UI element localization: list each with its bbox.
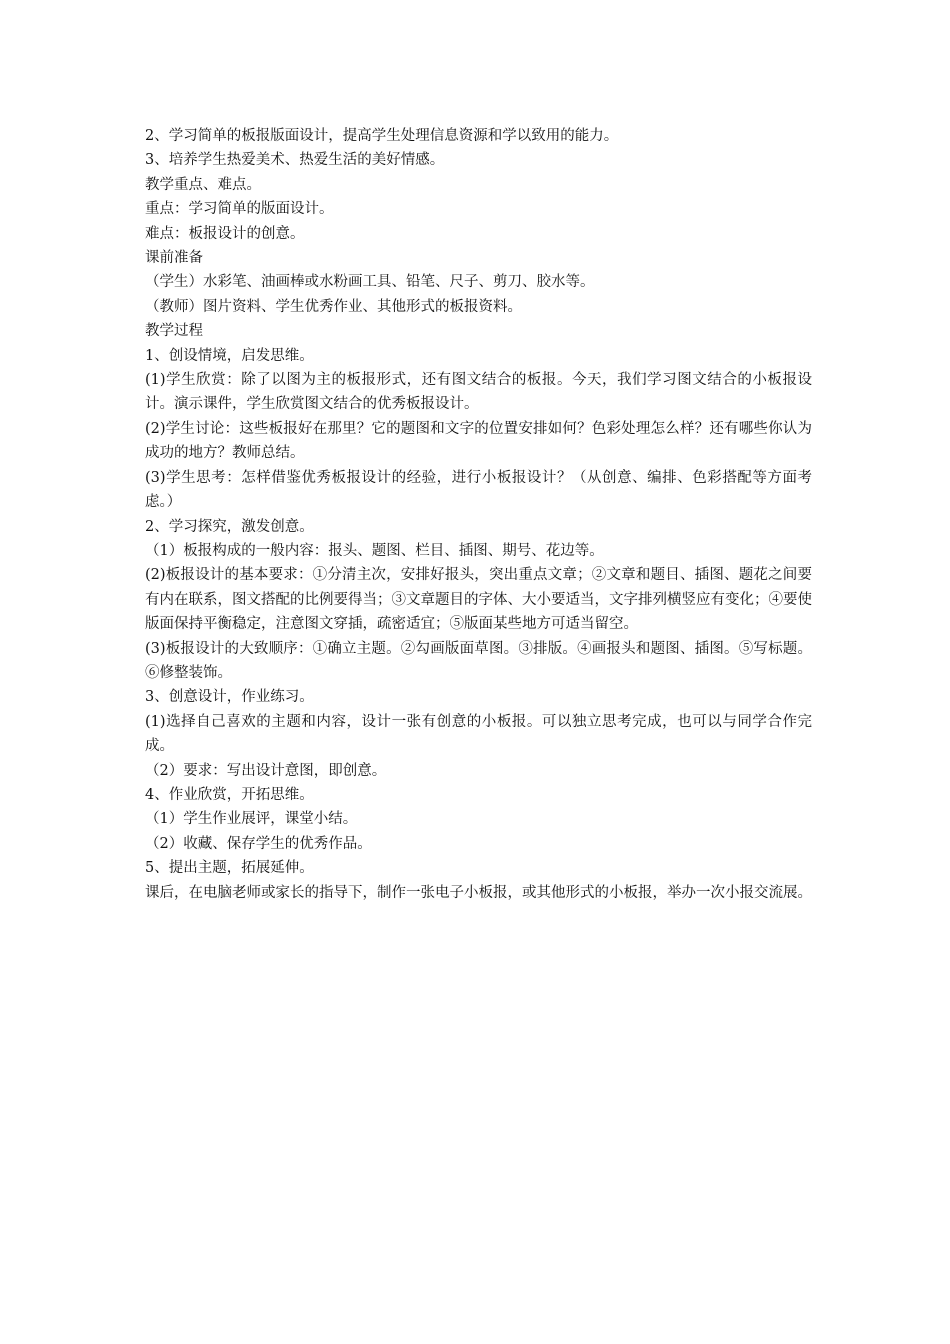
after-class-activity: 课后，在电脑老师或家长的指导下，制作一张电子小板报，或其他形式的小板报，举办一次小报交流展。 — [145, 884, 812, 901]
step-2-item-2: (2)板报设计的基本要求：①分清主次，安排好报头，突出重点文章；②文章和题目、插图、题花之间要有内在联系，图文搭配的比例要得当；③文章题目的字体、大小要适当，文字排列横竖应有变化；④要使版面保持平衡稳定，注意图文穿插，疏密适宜；⑤版面某些地方可适当留空。 — [145, 567, 812, 633]
document-body — [145, 124, 812, 905]
step-5-title: 5、提出主题，拓展延伸。 — [145, 860, 314, 877]
step-3-item-2: （2）要求：写出设计意图，即创意。 — [145, 762, 387, 779]
step-1-item-3: (3)学生思考：怎样借鉴优秀板报设计的经验，进行小板报设计？（从创意、编排、色彩搭配等方面考虑。） — [145, 469, 812, 511]
step-1-title: 1、创设情境，启发思维。 — [145, 347, 314, 364]
step-2-title: 2、学习探究，激发创意。 — [145, 518, 314, 535]
step-1-item-1: (1)学生欣赏：除了以图为主的板报形式，还有图文结合的板报。今天，我们学习图文结合的小板报设计。演示课件，学生欣赏图文结合的优秀板报设计。 — [145, 372, 812, 413]
heading-preparation: 课前准备 — [145, 250, 203, 267]
step-4-item-1: （1）学生作业展评，课堂小结。 — [145, 811, 358, 828]
heading-key-points: 教学重点、难点。 — [145, 176, 261, 193]
step-4-item-2: （2）收藏、保存学生的优秀作品。 — [145, 835, 372, 852]
objective-2: 2、学习简单的板报版面设计，提高学生处理信息资源和学以致用的能力。 — [145, 128, 619, 144]
step-2-item-1: （1）板报构成的一般内容：报头、题图、栏目、插图、期号、花边等。 — [145, 542, 604, 559]
teacher-materials: （教师）图片资料、学生优秀作业、其他形式的板报资料。 — [145, 298, 522, 315]
student-materials: （学生）水彩笔、油画棒或水粉画工具、铅笔、尺子、剪刀、胶水等。 — [145, 274, 595, 291]
heading-process: 教学过程 — [145, 323, 203, 340]
key-point: 重点：学习简单的版面设计。 — [145, 201, 334, 218]
step-2-item-3: (3)板报设计的大致顺序：①确立主题。②勾画版面草图。③排版。④画报头和题图、插图。⑤写标题。⑥修整装饰。 — [145, 640, 812, 681]
step-4-title: 4、作业欣赏，开拓思维。 — [145, 786, 314, 803]
difficult-point: 难点：板报设计的创意。 — [145, 225, 305, 242]
step-1-item-2: (2)学生讨论：这些板报好在那里？它的题图和文字的位置安排如何？色彩处理怎么样？还有哪些你认为成功的地方？教师总结。 — [145, 420, 812, 462]
objective-3: 3、培养学生热爱美术、热爱生活的美好情感。 — [145, 152, 445, 169]
step-3-item-1: (1)选择自己喜欢的主题和内容，设计一张有创意的小板报。可以独立思考完成，也可以与同学合作完成。 — [145, 713, 812, 755]
step-3-title: 3、创意设计，作业练习。 — [145, 689, 314, 706]
